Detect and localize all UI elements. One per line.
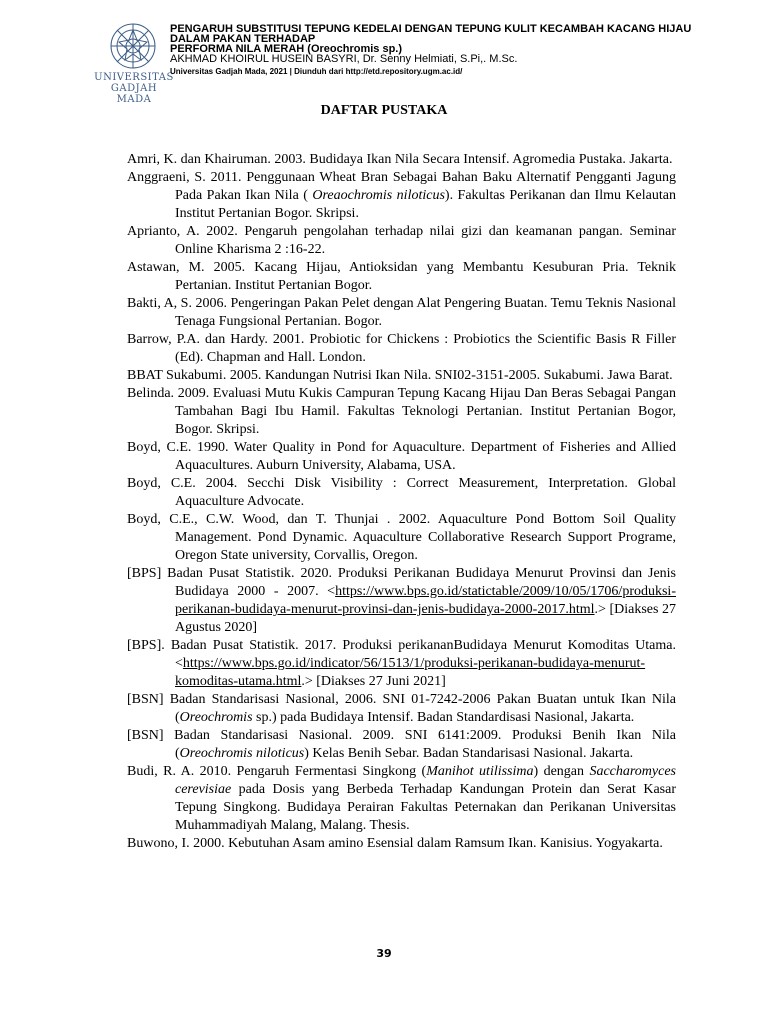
logo-text-gadjah-mada: GADJAH MADA (110, 83, 158, 105)
reference-bps-2020: [BPS] Badan Pusat Statistik. 2020. Produksi Perikanan Budidaya Menurut Provinsi dan Jenis Budidaya 2000 - 2007. <https://www.bps.go.id/statictable/2009/10/05/1706/produksi-perikanan-budidaya-menurut-provinsi-dan-jenis-budidaya-2000-2017.html.> [Diakses 27 Agustus 2020] (127, 566, 676, 635)
reference-list (127, 151, 676, 853)
reference-bsn-2006: [BSN] Badan Standarisasi Nasional, 2006. SNI 01-7242-2006 Pakan Buatan untuk Ikan Nila (Oreochromis sp.) pada Budidaya Intensif. Badan Standardisasi Nasional, Jakarta. (127, 692, 676, 725)
bps-2017-link[interactable]: https://www.bps.go.id/indicator/56/1513/1/produksi-perikanan-budidaya-menurut-komoditas-utama.html (175, 656, 646, 689)
thesis-title-line-1: PENGARUH SUBSTITUSI TEPUNG KEDELAI DENGAN TEPUNG KULIT KECAMBAH KACANG HIJAU (170, 23, 692, 35)
ugm-emblem-icon (100, 22, 166, 72)
ugm-logo (94, 22, 174, 105)
reference-budi: Budi, R. A. 2010. Pengaruh Fermentasi Singkong (Manihot utilissima) dengan Saccharomyces cerevisiae pada Dosis yang Berbeda Terhadap Kandungan Protein dan Serat Kasar Tepung Singkong. Budidaya Perairan Fakultas Peternakan dan Perikanan Universitas Muhammadiyah Malang, Malang. Thesis. (127, 764, 676, 833)
page-title: DAFTAR PUSTAKA (320, 103, 448, 118)
reference-bsn-2009: [BSN] Badan Standarisasi Nasional. 2009. SNI 6141:2009. Produksi Benih Ikan Nila (Oreochromis niloticus) Kelas Benih Sebar. Badan Standarisasi Nasional. Jakarta. (127, 728, 676, 761)
reference-bbat: BBAT Sukabumi. 2005. Kandungan Nutrisi Ikan Nila. SNI02-3151-2005. Sukabumi. Jawa Barat. (127, 368, 673, 383)
university-line: Universitas Gadjah Mada, 2021 | Diunduh dari http://etd.repository.ugm.ac.id/ (170, 67, 463, 76)
thesis-title-line-3: PERFORMA NILA MERAH (Oreochromis sp.) (170, 43, 403, 55)
bps-2020-link[interactable]: https://www.bps.go.id/statictable/2009/10/05/1706/produksi-perikanan-budidaya-menurut-provinsi-dan-jenis-budidaya-2000-2017.html (175, 584, 676, 617)
reference-bakti: Bakti, A, S. 2006. Pengeringan Pakan Pelet dengan Alat Pengering Buatan. Temu Teknis Nasional Tenaga Fungsional Pertanian. Bogor. (127, 296, 676, 329)
page-number: 39 (376, 947, 392, 960)
reference-belinda: Belinda. 2009. Evaluasi Mutu Kukis Campuran Tepung Kacang Hijau Dan Beras Sebagai Pangan Tambahan Bagi Ibu Hamil. Fakultas Teknologi Pertanian. Institut Pertanian Bogor, Bogor. Skripsi. (127, 386, 676, 437)
document-header (0, 0, 768, 105)
reference-bps-2017: [BPS]. Badan Pusat Statistik. 2017. Produksi perikananBudidaya Menurut Komoditas Utama. <https://www.bps.go.id/indicator/56/1513/1/produksi-perikanan-budidaya-menurut-komoditas-utama.html.> [Diakses 27 Juni 2021] (127, 638, 676, 689)
logo-text-universitas: UNIVERSITAS (94, 72, 174, 83)
thesis-title-line-2: DALAM PAKAN TERHADAP (170, 33, 316, 45)
reference-boyd-2004: Boyd, C.E. 2004. Secchi Disk Visibility : Correct Measurement, Interpretation. Global Aquaculture Advocate. (127, 476, 676, 509)
reference-boyd-2002: Boyd, C.E., C.W. Wood, dan T. Thunjai . 2002. Aquaculture Pond Bottom Soil Quality Management. Pond Dynamic. Aquaculture Collaborative Research Support Programe, Oregon State university, Corvallis, Oregon. (127, 512, 676, 563)
author-line: AKHMAD KHOIRUL HUSEIN BASYRI, Dr. Senny Helmiati, S.Pi,. M.Sc. (170, 53, 518, 65)
reference-astawan: Astawan, M. 2005. Kacang Hijau, Antioksidan yang Membantu Kesuburan Pria. Teknik Pertanian. Institut Pertanian Bogor. (127, 260, 676, 293)
reference-aprianto: Aprianto, A. 2002. Pengaruh pengolahan terhadap nilai gizi dan keamanan pangan. Seminar Online Kharisma 2 :16-22. (127, 224, 676, 257)
reference-anggraeni: Anggraeni, S. 2011. Penggunaan Wheat Bran Sebagai Bahan Baku Alternatif Pengganti Jagung Pada Pakan Ikan Nila ( Oreaochromis niloticus). Fakultas Perikanan dan Ilmu Kelautan Institut Pertanian Bogor. Skripsi. (127, 170, 676, 221)
reference-buwono: Buwono, I. 2000. Kebutuhan Asam amino Esensial dalam Ramsum Ikan. Kanisius. Yogyakarta. (127, 836, 663, 851)
reference-barrow: Barrow, P.A. dan Hardy. 2001. Probiotic for Chickens : Probiotics the Scientific Basis R Filler (Ed). Chapman and Hall. London. (127, 332, 676, 365)
reference-boyd-1990: Boyd, C.E. 1990. Water Quality in Pond for Aquaculture. Department of Fisheries and Allied Aquacultures. Auburn University, Alabama, USA. (127, 440, 676, 473)
reference-amri: Amri, K. dan Khairuman. 2003. Budidaya Ikan Nila Secara Intensif. Agromedia Pustaka. Jakarta. (127, 152, 673, 167)
header-text (170, 24, 730, 78)
